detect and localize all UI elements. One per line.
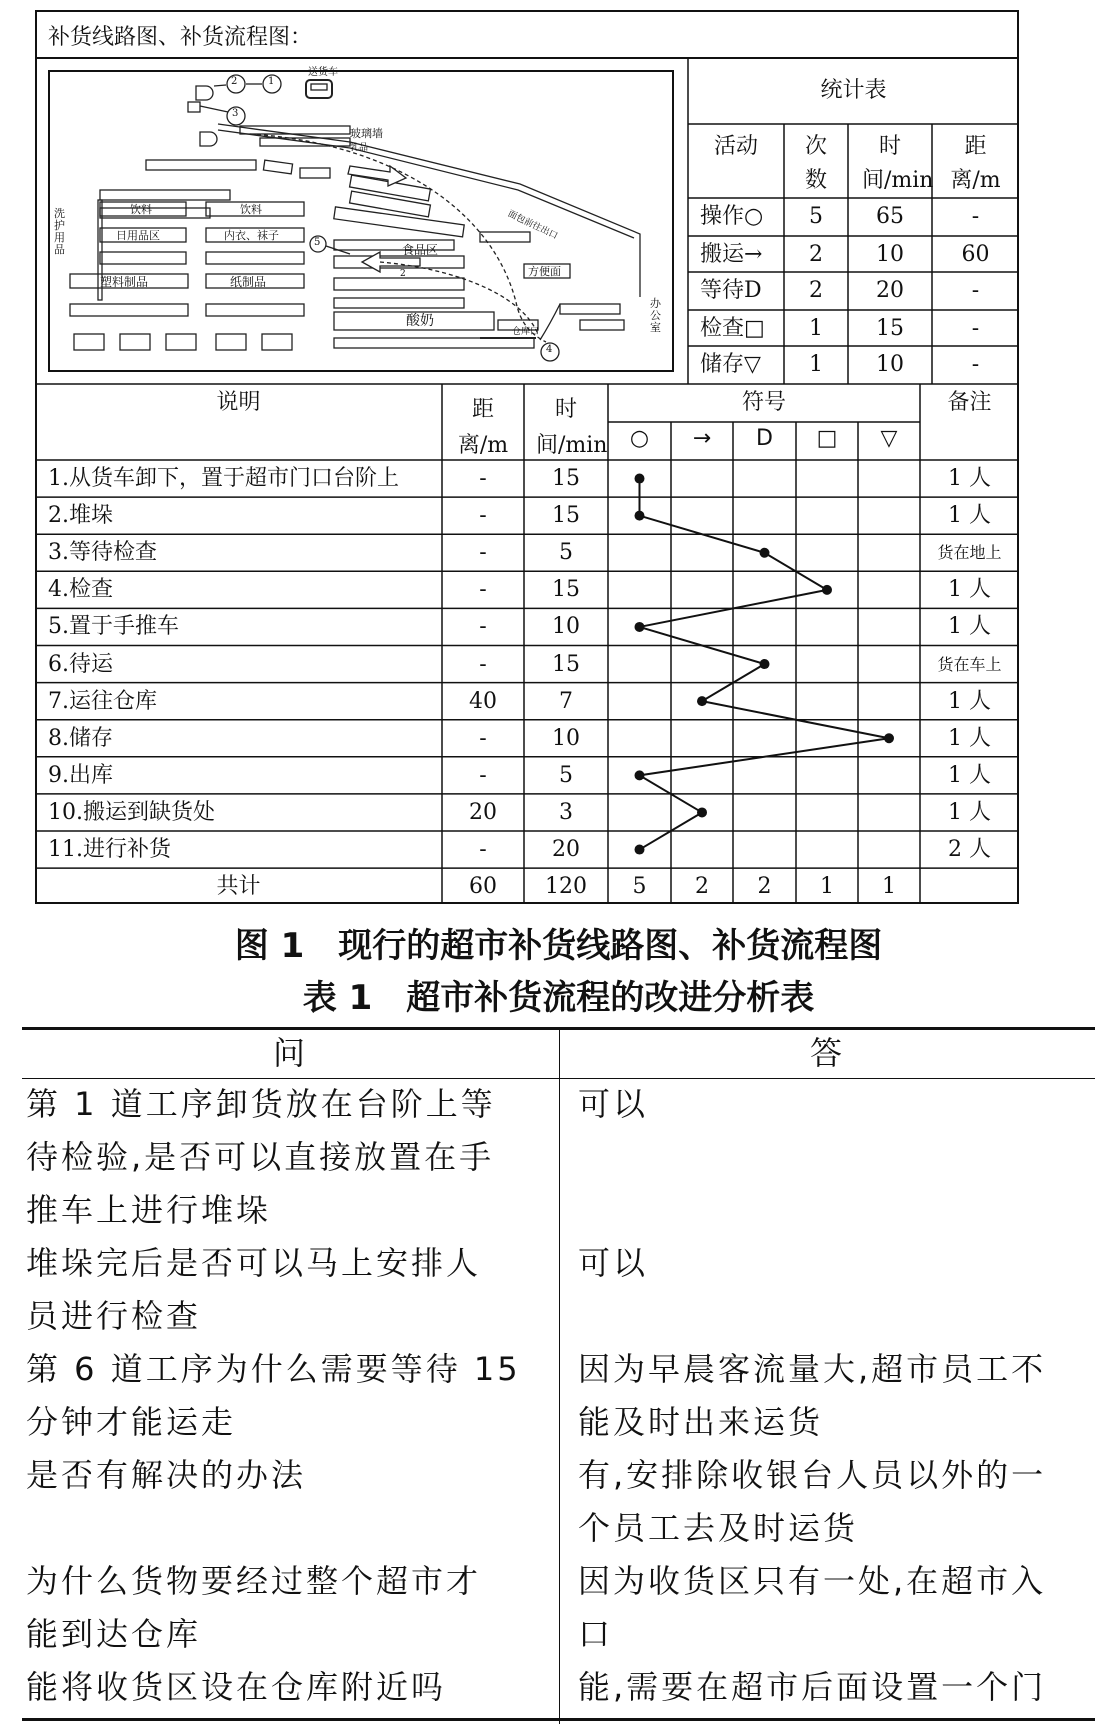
process-row-dist: - [479, 651, 487, 677]
process-row-desc: 8.储存 [48, 725, 113, 751]
map-label-paper: 纸制品 [230, 275, 267, 289]
process-row-time: 20 [552, 837, 580, 862]
stats-cell-activity: 检查□ [700, 316, 765, 341]
figure-caption: 图 1 现行的超市补货线路图、补货流程图 [234, 926, 883, 966]
map-label-underwear: 内衣、袜子 [224, 229, 279, 242]
stats-cell-activity: 操作○ [700, 204, 764, 229]
stats-cell-time: 15 [876, 316, 904, 341]
qa-answer-line: 能,需要在超市后面设置一个门 [578, 1668, 1047, 1706]
process-row-note: 1 人 [948, 688, 991, 714]
process-row-desc: 9.出库 [48, 762, 113, 788]
process-header-desc: 说明 [216, 390, 261, 415]
stats-cell-count: 5 [809, 204, 823, 229]
stats-cell-activity: 储存▽ [700, 352, 761, 377]
process-row-note: 2 人 [948, 837, 991, 862]
qa-bottom-rule [22, 1718, 1095, 1721]
stats-cell-time: 65 [876, 204, 904, 229]
process-row-time: 15 [552, 466, 580, 491]
qa-question-line: 是否有解决的办法 [26, 1456, 307, 1494]
process-row-dist: - [479, 466, 487, 491]
map-marker-4: 4 [546, 344, 553, 355]
qa-answer-line: 可以 [578, 1244, 649, 1282]
map-arrow-label: 2 [400, 269, 406, 279]
qa-question-line: 第 6 道工序为什么需要等待 15 [26, 1350, 521, 1388]
stats-header-2: 时间/min [862, 134, 934, 193]
figure-header: 补货线路图、补货流程图： [48, 25, 313, 50]
map-marker-1: 1 [268, 76, 275, 87]
map-label-washing: 洗护用品 [54, 207, 65, 256]
map-label-yogurt: 酸奶 [406, 313, 434, 329]
qa-column-divider [559, 1027, 560, 1724]
route-path [250, 134, 546, 342]
process-row-note: 1 人 [948, 577, 991, 603]
map-label-drink-1: 饮料 [130, 203, 152, 216]
process-row-note: 1 人 [948, 725, 991, 751]
map-label-plastic: 塑料制品 [100, 275, 149, 289]
process-row-dist: - [479, 577, 487, 603]
process-row-desc: 5.置于手推车 [48, 614, 179, 640]
qa-question-line: 员进行检查 [26, 1297, 202, 1335]
process-row-dist: - [479, 725, 487, 751]
total-symbol-count: 1 [820, 874, 834, 900]
qa-question-line: 能到达仓库 [26, 1615, 202, 1653]
process-row-desc: 6.待运 [48, 651, 113, 677]
symbol-header-2: D [756, 426, 773, 451]
total-label: 共计 [216, 874, 261, 900]
stats-cell-time: 10 [876, 242, 904, 267]
process-row-desc: 4.检查 [48, 577, 113, 603]
process-row-desc: 2.堆垛 [48, 503, 113, 529]
process-row-dist: 40 [469, 688, 497, 714]
stats-cell-activity: 等待D [700, 278, 762, 303]
symbol-header-1: → [692, 426, 712, 451]
total-time: 120 [545, 874, 587, 900]
process-row-note: 1 人 [948, 762, 991, 788]
map-label-office: 办公室 [650, 297, 661, 334]
map-label-food: 食品区 [402, 243, 439, 257]
process-row-dist: - [479, 837, 487, 862]
qa-header-question: 问 [272, 1034, 308, 1072]
table-caption: 表 1 超市补货流程的改进分析表 [302, 978, 815, 1018]
stats-cell-distance: 60 [961, 242, 990, 267]
process-header-note: 备注 [947, 390, 992, 415]
process-row-dist: - [479, 503, 487, 529]
map-label-convenience: 方便面 [528, 265, 561, 278]
stats-cell-distance: - [971, 352, 980, 377]
total-symbol-count: 1 [882, 874, 896, 900]
qa-answer-line: 因为收货区只有一处,在超市入 [578, 1562, 1047, 1600]
qa-question-line: 分钟才能运走 [26, 1403, 237, 1441]
qa-header-answer: 答 [809, 1034, 845, 1072]
qa-answer-line: 可以 [578, 1085, 649, 1123]
stats-cell-activity: 搬运→ [700, 242, 763, 267]
truck-icon [306, 80, 332, 98]
process-header-symbol: 符号 [741, 390, 786, 415]
stats-cell-count: 2 [809, 278, 823, 303]
map-label-dairy: 乳品 [350, 143, 369, 153]
process-row-note: 1 人 [948, 799, 991, 825]
process-header-time [524, 392, 608, 464]
map-label-truck: 送货车 [308, 67, 338, 78]
process-row-time: 10 [552, 725, 580, 751]
stats-cell-count: 1 [809, 352, 823, 377]
stats-title: 统计表 [820, 78, 887, 103]
process-header-dist [442, 392, 524, 464]
process-row-time: 10 [552, 614, 580, 640]
process-row-time: 15 [552, 651, 580, 677]
process-header-dist-text: 距离/m [457, 397, 509, 458]
process-row-note: 货在车上 [937, 654, 1002, 674]
store-map [48, 67, 674, 372]
map-label-exit-corridor: 面包前往出口 [506, 209, 559, 242]
process-row-desc: 11.进行补货 [48, 837, 171, 862]
process-row-note: 1 人 [948, 466, 991, 491]
total-symbol-count: 2 [757, 874, 772, 900]
map-marker-3: 3 [232, 108, 239, 119]
process-row-time: 7 [559, 688, 573, 714]
qa-answer-line: 能及时出来运货 [578, 1403, 824, 1441]
process-row-dist: - [479, 614, 487, 640]
wait-marker-1 [196, 86, 213, 100]
total-symbol-count: 5 [632, 874, 647, 900]
stats-cell-distance: - [971, 204, 980, 229]
process-row-time: 5 [559, 762, 573, 788]
process-row-note: 1 人 [948, 614, 991, 640]
qa-answer-line: 个员工去及时运货 [578, 1509, 859, 1547]
process-row-desc: 3.等待检查 [48, 540, 157, 566]
process-row-desc: 10.搬运到缺货处 [48, 799, 215, 825]
process-row-desc: 1.从货车卸下，置于超市门口台阶上 [48, 466, 399, 491]
map-marker-2: 2 [231, 76, 238, 87]
process-row-note: 1 人 [948, 503, 991, 529]
stats-cell-distance: - [971, 316, 980, 341]
process-row-time: 3 [559, 799, 573, 825]
stats-cell-time: 10 [876, 352, 904, 377]
process-row-time: 15 [552, 503, 580, 529]
total-dist: 60 [469, 874, 497, 900]
map-label-warehouse-door: 仓库口 [512, 327, 540, 337]
symbol-header-3: □ [816, 426, 838, 451]
qa-question-line: 待检验,是否可以直接放置在手 [26, 1138, 495, 1176]
map-label-drink-2: 饮料 [240, 203, 262, 216]
process-row-dist: 20 [469, 799, 497, 825]
stats-cell-count: 2 [809, 242, 823, 267]
process-row-dist: - [479, 762, 487, 788]
total-symbol-count: 2 [695, 874, 709, 900]
process-row-dist: - [479, 540, 487, 566]
qa-question-line: 堆垛完后是否可以马上安排人 [26, 1244, 482, 1282]
stats-header-0: 活动 [713, 134, 758, 159]
stats-cell-count: 1 [809, 316, 823, 341]
qa-answer-line: 有,安排除收银台人员以外的一 [578, 1456, 1047, 1494]
stats-cell-distance: - [971, 278, 980, 303]
header-divider [35, 57, 1019, 59]
inspect-marker [188, 102, 200, 112]
process-row-time: 15 [552, 577, 580, 603]
map-label-glass-wall: 玻璃墙 [350, 127, 383, 140]
symbol-header-4: ▽ [880, 426, 898, 451]
stats-header-1: 次数 [804, 134, 827, 193]
qa-answer-line: 因为早晨客流量大,超市员工不 [578, 1350, 1047, 1388]
process-row-time: 5 [559, 540, 573, 566]
stats-header-3: 距离/m [950, 134, 1001, 193]
symbol-header-0: ○ [629, 426, 650, 451]
qa-question-line: 为什么货物要经过整个超市才 [26, 1562, 482, 1600]
qa-question-line: 能将收货区设在仓库附近吗 [26, 1668, 447, 1706]
process-row-note: 货在地上 [937, 543, 1002, 563]
stats-cell-time: 20 [876, 278, 904, 303]
qa-answer-line: 口 [578, 1615, 614, 1653]
store-map-drawing [50, 72, 672, 370]
wait-marker-2 [200, 132, 217, 146]
process-row-desc: 7.运往仓库 [48, 688, 157, 714]
qa-question-line: 推车上进行堆垛 [26, 1191, 272, 1229]
qa-question-line: 第 1 道工序卸货放在台阶上等 [26, 1085, 496, 1123]
process-header-time-text: 时间/min [536, 397, 608, 458]
map-marker-5: 5 [314, 237, 321, 248]
map-label-daily: 日用品区 [116, 229, 160, 242]
